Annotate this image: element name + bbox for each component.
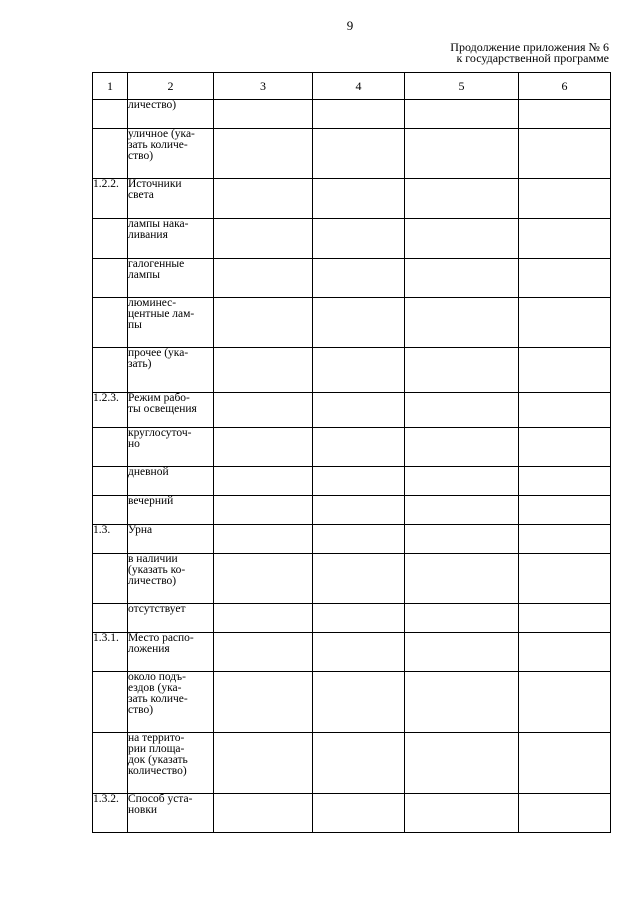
empty-cell-col-6[interactable] bbox=[519, 219, 611, 259]
empty-cell-col-5[interactable] bbox=[405, 525, 519, 554]
empty-cell-col-4[interactable] bbox=[313, 298, 405, 348]
table-row bbox=[93, 259, 611, 298]
row-label-cell: люминес- центные лам- пы bbox=[128, 298, 214, 348]
row-label-cell: уличное (ука- зать количе- ство) bbox=[128, 129, 214, 179]
empty-cell-col-3[interactable] bbox=[214, 100, 313, 129]
row-label-cell: прочее (ука- зать) bbox=[128, 348, 214, 393]
empty-cell-col-3[interactable] bbox=[214, 298, 313, 348]
empty-cell-col-4[interactable] bbox=[313, 525, 405, 554]
empty-cell-col-4[interactable] bbox=[313, 496, 405, 525]
row-number-cell: 1.3. bbox=[93, 525, 128, 554]
row-label-cell: в наличии (указать ко- личество) bbox=[128, 554, 214, 604]
empty-cell-col-3[interactable] bbox=[214, 428, 313, 467]
empty-cell-col-5[interactable] bbox=[405, 298, 519, 348]
empty-cell-col-5[interactable] bbox=[405, 733, 519, 794]
row-label-cell: личество) bbox=[128, 100, 214, 129]
empty-cell-col-6[interactable] bbox=[519, 100, 611, 129]
empty-cell-col-6[interactable] bbox=[519, 633, 611, 672]
column-header: 3 bbox=[214, 73, 313, 100]
table-row bbox=[93, 179, 611, 219]
empty-cell-col-5[interactable] bbox=[405, 604, 519, 633]
column-header: 6 bbox=[519, 73, 611, 100]
row-number-cell bbox=[93, 428, 128, 467]
table-row bbox=[93, 525, 611, 554]
empty-cell-col-3[interactable] bbox=[214, 259, 313, 298]
row-number-cell: 1.3.1. bbox=[93, 633, 128, 672]
table-row bbox=[93, 348, 611, 393]
table-row bbox=[93, 393, 611, 428]
empty-cell-col-4[interactable] bbox=[313, 633, 405, 672]
row-number-cell bbox=[93, 733, 128, 794]
row-label-cell: Урна bbox=[128, 525, 214, 554]
row-number-cell: 1.2.2. bbox=[93, 179, 128, 219]
empty-cell-col-6[interactable] bbox=[519, 428, 611, 467]
form-table bbox=[92, 72, 611, 833]
empty-cell-col-6[interactable] bbox=[519, 298, 611, 348]
row-number-cell bbox=[93, 100, 128, 129]
empty-cell-col-4[interactable] bbox=[313, 554, 405, 604]
row-label-cell: на террито- рии площа- док (указать количество) bbox=[128, 733, 214, 794]
row-number-cell bbox=[93, 554, 128, 604]
empty-cell-col-5[interactable] bbox=[405, 554, 519, 604]
empty-cell-col-5[interactable] bbox=[405, 428, 519, 467]
row-number-cell: 1.3.2. bbox=[93, 794, 128, 833]
empty-cell-col-5[interactable] bbox=[405, 467, 519, 496]
empty-cell-col-4[interactable] bbox=[313, 219, 405, 259]
column-header: 4 bbox=[313, 73, 405, 100]
empty-cell-col-4[interactable] bbox=[313, 129, 405, 179]
table-row bbox=[93, 428, 611, 467]
empty-cell-col-4[interactable] bbox=[313, 672, 405, 733]
empty-cell-col-3[interactable] bbox=[214, 467, 313, 496]
table-row bbox=[93, 100, 611, 129]
row-number-cell bbox=[93, 672, 128, 733]
empty-cell-col-6[interactable] bbox=[519, 525, 611, 554]
empty-cell-col-4[interactable] bbox=[313, 179, 405, 219]
column-header: 1 bbox=[93, 73, 128, 100]
table-row bbox=[93, 496, 611, 525]
empty-cell-col-5[interactable] bbox=[405, 129, 519, 179]
table-row bbox=[93, 794, 611, 833]
empty-cell-col-6[interactable] bbox=[519, 672, 611, 733]
row-label-cell: Место распо- ложения bbox=[128, 633, 214, 672]
row-number-cell bbox=[93, 259, 128, 298]
page-number: 9 bbox=[346, 18, 354, 33]
table-row bbox=[93, 604, 611, 633]
table-row bbox=[93, 733, 611, 794]
table-row bbox=[93, 633, 611, 672]
empty-cell-col-6[interactable] bbox=[519, 259, 611, 298]
row-label-cell: дневной bbox=[128, 467, 214, 496]
empty-cell-col-3[interactable] bbox=[214, 129, 313, 179]
row-label-cell: круглосуточ- но bbox=[128, 428, 214, 467]
row-label-cell: галогенные лампы bbox=[128, 259, 214, 298]
empty-cell-col-3[interactable] bbox=[214, 496, 313, 525]
empty-cell-col-4[interactable] bbox=[313, 428, 405, 467]
empty-cell-col-3[interactable] bbox=[214, 179, 313, 219]
row-number-cell bbox=[93, 298, 128, 348]
appendix-heading-line1: Продолжение приложения № 6 bbox=[450, 40, 609, 54]
row-number-cell: 1.2.3. bbox=[93, 393, 128, 428]
row-label-cell: вечерний bbox=[128, 496, 214, 525]
row-number-cell bbox=[93, 604, 128, 633]
row-label-cell: Режим рабо- ты освещения bbox=[128, 393, 214, 428]
empty-cell-col-4[interactable] bbox=[313, 604, 405, 633]
empty-cell-col-3[interactable] bbox=[214, 554, 313, 604]
empty-cell-col-6[interactable] bbox=[519, 733, 611, 794]
empty-cell-col-6[interactable] bbox=[519, 348, 611, 393]
empty-cell-col-3[interactable] bbox=[214, 393, 313, 428]
table-row bbox=[93, 129, 611, 179]
empty-cell-col-5[interactable] bbox=[405, 794, 519, 833]
empty-cell-col-5[interactable] bbox=[405, 348, 519, 393]
empty-cell-col-4[interactable] bbox=[313, 259, 405, 298]
table-row bbox=[93, 467, 611, 496]
empty-cell-col-6[interactable] bbox=[519, 129, 611, 179]
empty-cell-col-5[interactable] bbox=[405, 496, 519, 525]
empty-cell-col-5[interactable] bbox=[405, 179, 519, 219]
empty-cell-col-6[interactable] bbox=[519, 179, 611, 219]
appendix-heading-line2: к государственной программе bbox=[456, 51, 609, 65]
empty-cell-col-4[interactable] bbox=[313, 100, 405, 129]
row-label-cell: лампы нака- ливания bbox=[128, 219, 214, 259]
empty-cell-col-3[interactable] bbox=[214, 525, 313, 554]
row-label-cell: Способ уста- новки bbox=[128, 794, 214, 833]
column-header: 5 bbox=[405, 73, 519, 100]
empty-cell-col-5[interactable] bbox=[405, 219, 519, 259]
empty-cell-col-3[interactable] bbox=[214, 794, 313, 833]
table-row bbox=[93, 219, 611, 259]
row-label-cell: отсутствует bbox=[128, 604, 214, 633]
empty-cell-col-3[interactable] bbox=[214, 219, 313, 259]
column-header: 2 bbox=[128, 73, 214, 100]
table-header-row bbox=[93, 73, 611, 100]
empty-cell-col-5[interactable] bbox=[405, 393, 519, 428]
row-number-cell bbox=[93, 129, 128, 179]
row-number-cell bbox=[93, 496, 128, 525]
table-row bbox=[93, 672, 611, 733]
empty-cell-col-3[interactable] bbox=[214, 672, 313, 733]
empty-cell-col-4[interactable] bbox=[313, 348, 405, 393]
empty-cell-col-3[interactable] bbox=[214, 633, 313, 672]
row-label-cell: около подъ- ездов (ука- зать количе- ство) bbox=[128, 672, 214, 733]
table-row bbox=[93, 298, 611, 348]
row-number-cell bbox=[93, 219, 128, 259]
empty-cell-col-6[interactable] bbox=[519, 393, 611, 428]
empty-cell-col-6[interactable] bbox=[519, 467, 611, 496]
appendix-heading bbox=[450, 42, 609, 64]
empty-cell-col-6[interactable] bbox=[519, 496, 611, 525]
empty-cell-col-5[interactable] bbox=[405, 672, 519, 733]
empty-cell-col-3[interactable] bbox=[214, 604, 313, 633]
empty-cell-col-3[interactable] bbox=[214, 733, 313, 794]
empty-cell-col-5[interactable] bbox=[405, 100, 519, 129]
empty-cell-col-6[interactable] bbox=[519, 794, 611, 833]
table-row bbox=[93, 554, 611, 604]
empty-cell-col-4[interactable] bbox=[313, 467, 405, 496]
row-number-cell bbox=[93, 467, 128, 496]
empty-cell-col-4[interactable] bbox=[313, 733, 405, 794]
table-body bbox=[93, 100, 611, 833]
empty-cell-col-5[interactable] bbox=[405, 259, 519, 298]
empty-cell-col-3[interactable] bbox=[214, 348, 313, 393]
empty-cell-col-5[interactable] bbox=[405, 633, 519, 672]
empty-cell-col-6[interactable] bbox=[519, 554, 611, 604]
row-label-cell: Источники света bbox=[128, 179, 214, 219]
empty-cell-col-4[interactable] bbox=[313, 794, 405, 833]
empty-cell-col-6[interactable] bbox=[519, 604, 611, 633]
empty-cell-col-4[interactable] bbox=[313, 393, 405, 428]
row-number-cell bbox=[93, 348, 128, 393]
